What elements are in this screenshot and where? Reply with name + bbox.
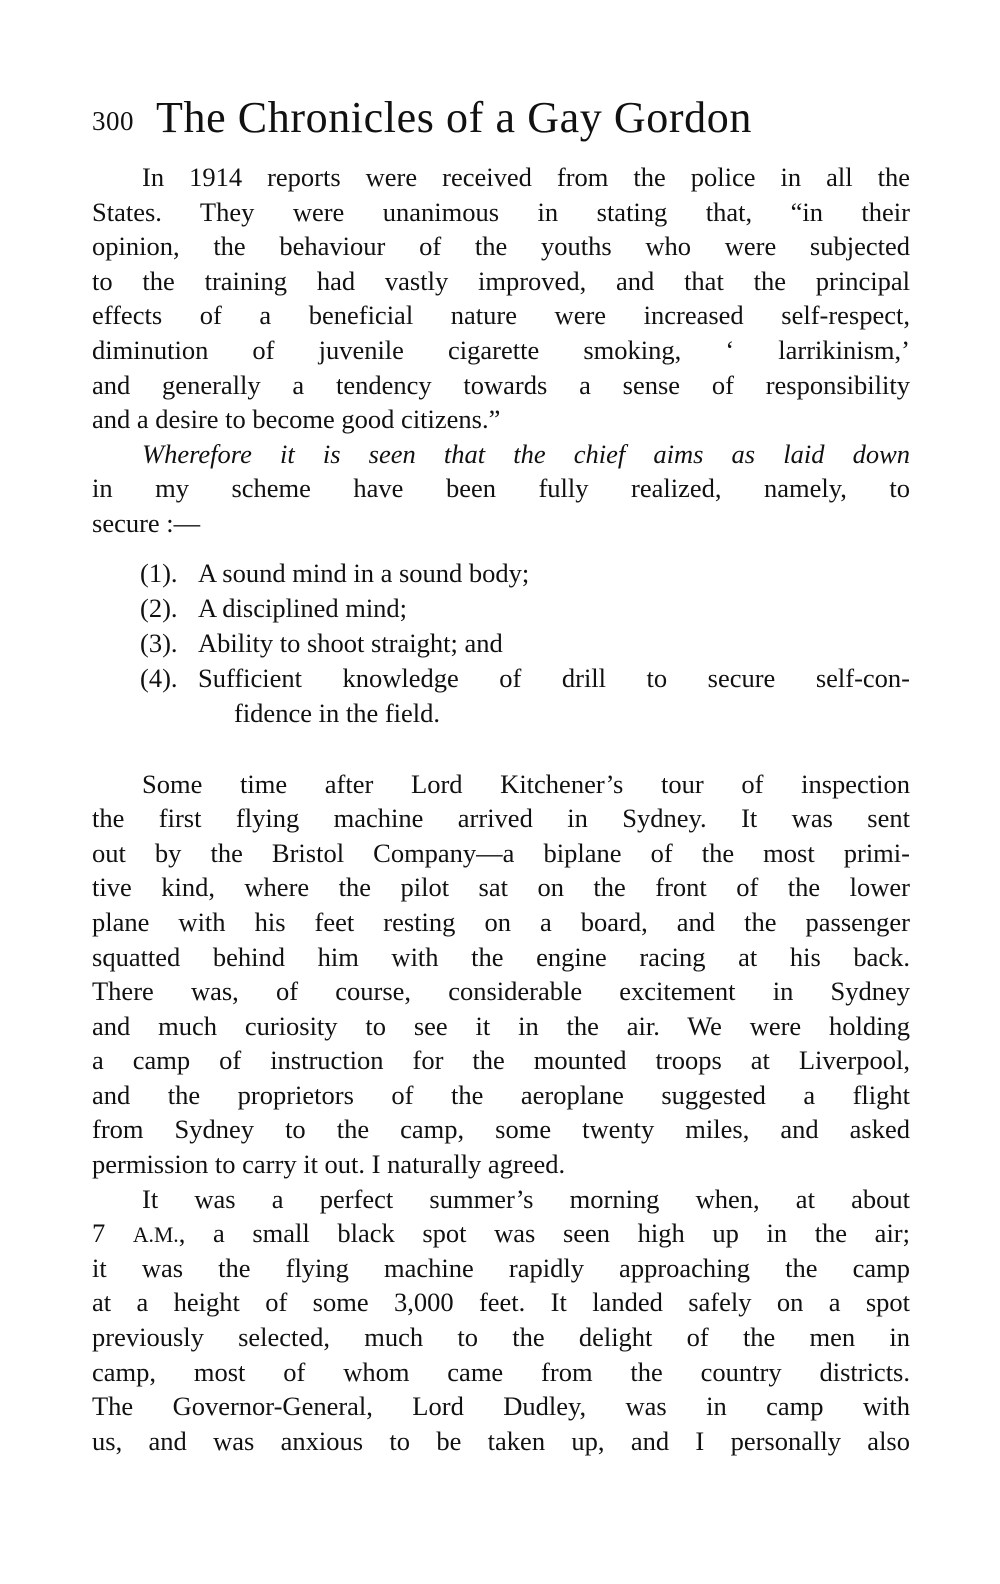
text-line: tive kind, where the pilot sat on the front of the lower [92,872,910,903]
text-line: from Sydney to the camp, some twenty miles, and asked [92,1114,910,1145]
list-text: A disciplined mind; [198,592,408,623]
page-number: 300 [92,106,134,136]
text-line: There was, of course, considerable excitement in Sydney [92,976,910,1007]
text-line: secure :— [92,507,201,538]
paragraph-police-reports [92,160,910,437]
time-abbrev: A.M. [132,1223,179,1248]
list-number: (1). [140,557,178,588]
text-line: previously selected, much to the delight of the men in [92,1322,910,1353]
book-title: The Chronicles of a Gay Gordon [156,93,752,142]
text-line: States. They were unanimous in stating that, “in their [92,196,910,227]
text-line: a camp of instruction for the mounted troops at Liverpool, [92,1045,910,1076]
list-number: (4). [140,662,178,693]
book-page [92,92,910,1458]
text-line: and a desire to become good citizens.” [92,404,501,435]
text-line: camp, most of whom came from the country districts. [92,1356,910,1387]
list-number: (3). [140,627,178,658]
text-line-time [92,1216,910,1251]
text-line: at a height of some 3,000 feet. It landed safely on a spot [92,1287,910,1318]
list-item [140,591,910,626]
list-text: Sufficient knowledge of drill to secure self-con- [198,662,910,693]
paragraph-aims-intro [92,437,910,541]
text-line: effects of a beneficial nature were increased self-respect, [92,300,910,331]
text-line: us, and was anxious to be taken up, and I personally also [92,1425,910,1456]
text-line: It was a perfect summer’s morning when, at about [142,1183,910,1214]
list-text: A sound mind in a sound body; [198,557,530,588]
text-line: squatted behind him with the engine racing at his back. [92,941,910,972]
list-item [140,556,910,591]
list-item [140,661,910,731]
text-line: permission to carry it out. I naturally agreed. [92,1149,566,1180]
list-text: Ability to shoot straight; and [198,627,503,658]
text-line: the first flying machine arrived in Sydney. It was sent [92,803,910,834]
time-number: 7 [92,1218,106,1249]
time-line-rest: , a small black spot was seen high up in the air; [178,1218,910,1249]
text-line: In 1914 reports were received from the police in all the [142,162,910,192]
text-line: it was the flying machine rapidly approaching the camp [92,1252,910,1283]
text-line: and much curiosity to see it in the air. We were holding [92,1010,910,1041]
text-line: The Governor-General, Lord Dudley, was in camp with [92,1391,910,1422]
text-line: opinion, the behaviour of the youths who were subjected [92,231,910,262]
text-line: plane with his feet resting on a board, and the passenger [92,906,910,937]
aims-list [92,556,910,731]
text-line: and the proprietors of the aeroplane suggested a flight [92,1079,910,1110]
running-head [92,92,910,156]
text-line: Some time after Lord Kitchener’s tour of inspection [142,768,910,799]
text-line: and generally a tendency towards a sense of responsibility [92,369,910,400]
list-item [140,626,910,661]
paragraph-summer-morning [92,1182,910,1459]
text-line: in my scheme have been fully realized, namely, to [92,473,910,504]
list-number: (2). [140,592,178,623]
list-text-continuation: fidence in the field. [234,697,441,728]
text-line: to the training had vastly improved, and that the principal [92,265,910,296]
text-line: out by the Bristol Company—a biplane of the most primi- [92,837,910,868]
text-line: diminution of juvenile cigarette smoking, ‘ larrikinism,’ [92,334,910,365]
paragraph-flying-machine [92,767,910,1182]
text-line: Wherefore it is seen that the chief aims as laid down [142,438,910,469]
